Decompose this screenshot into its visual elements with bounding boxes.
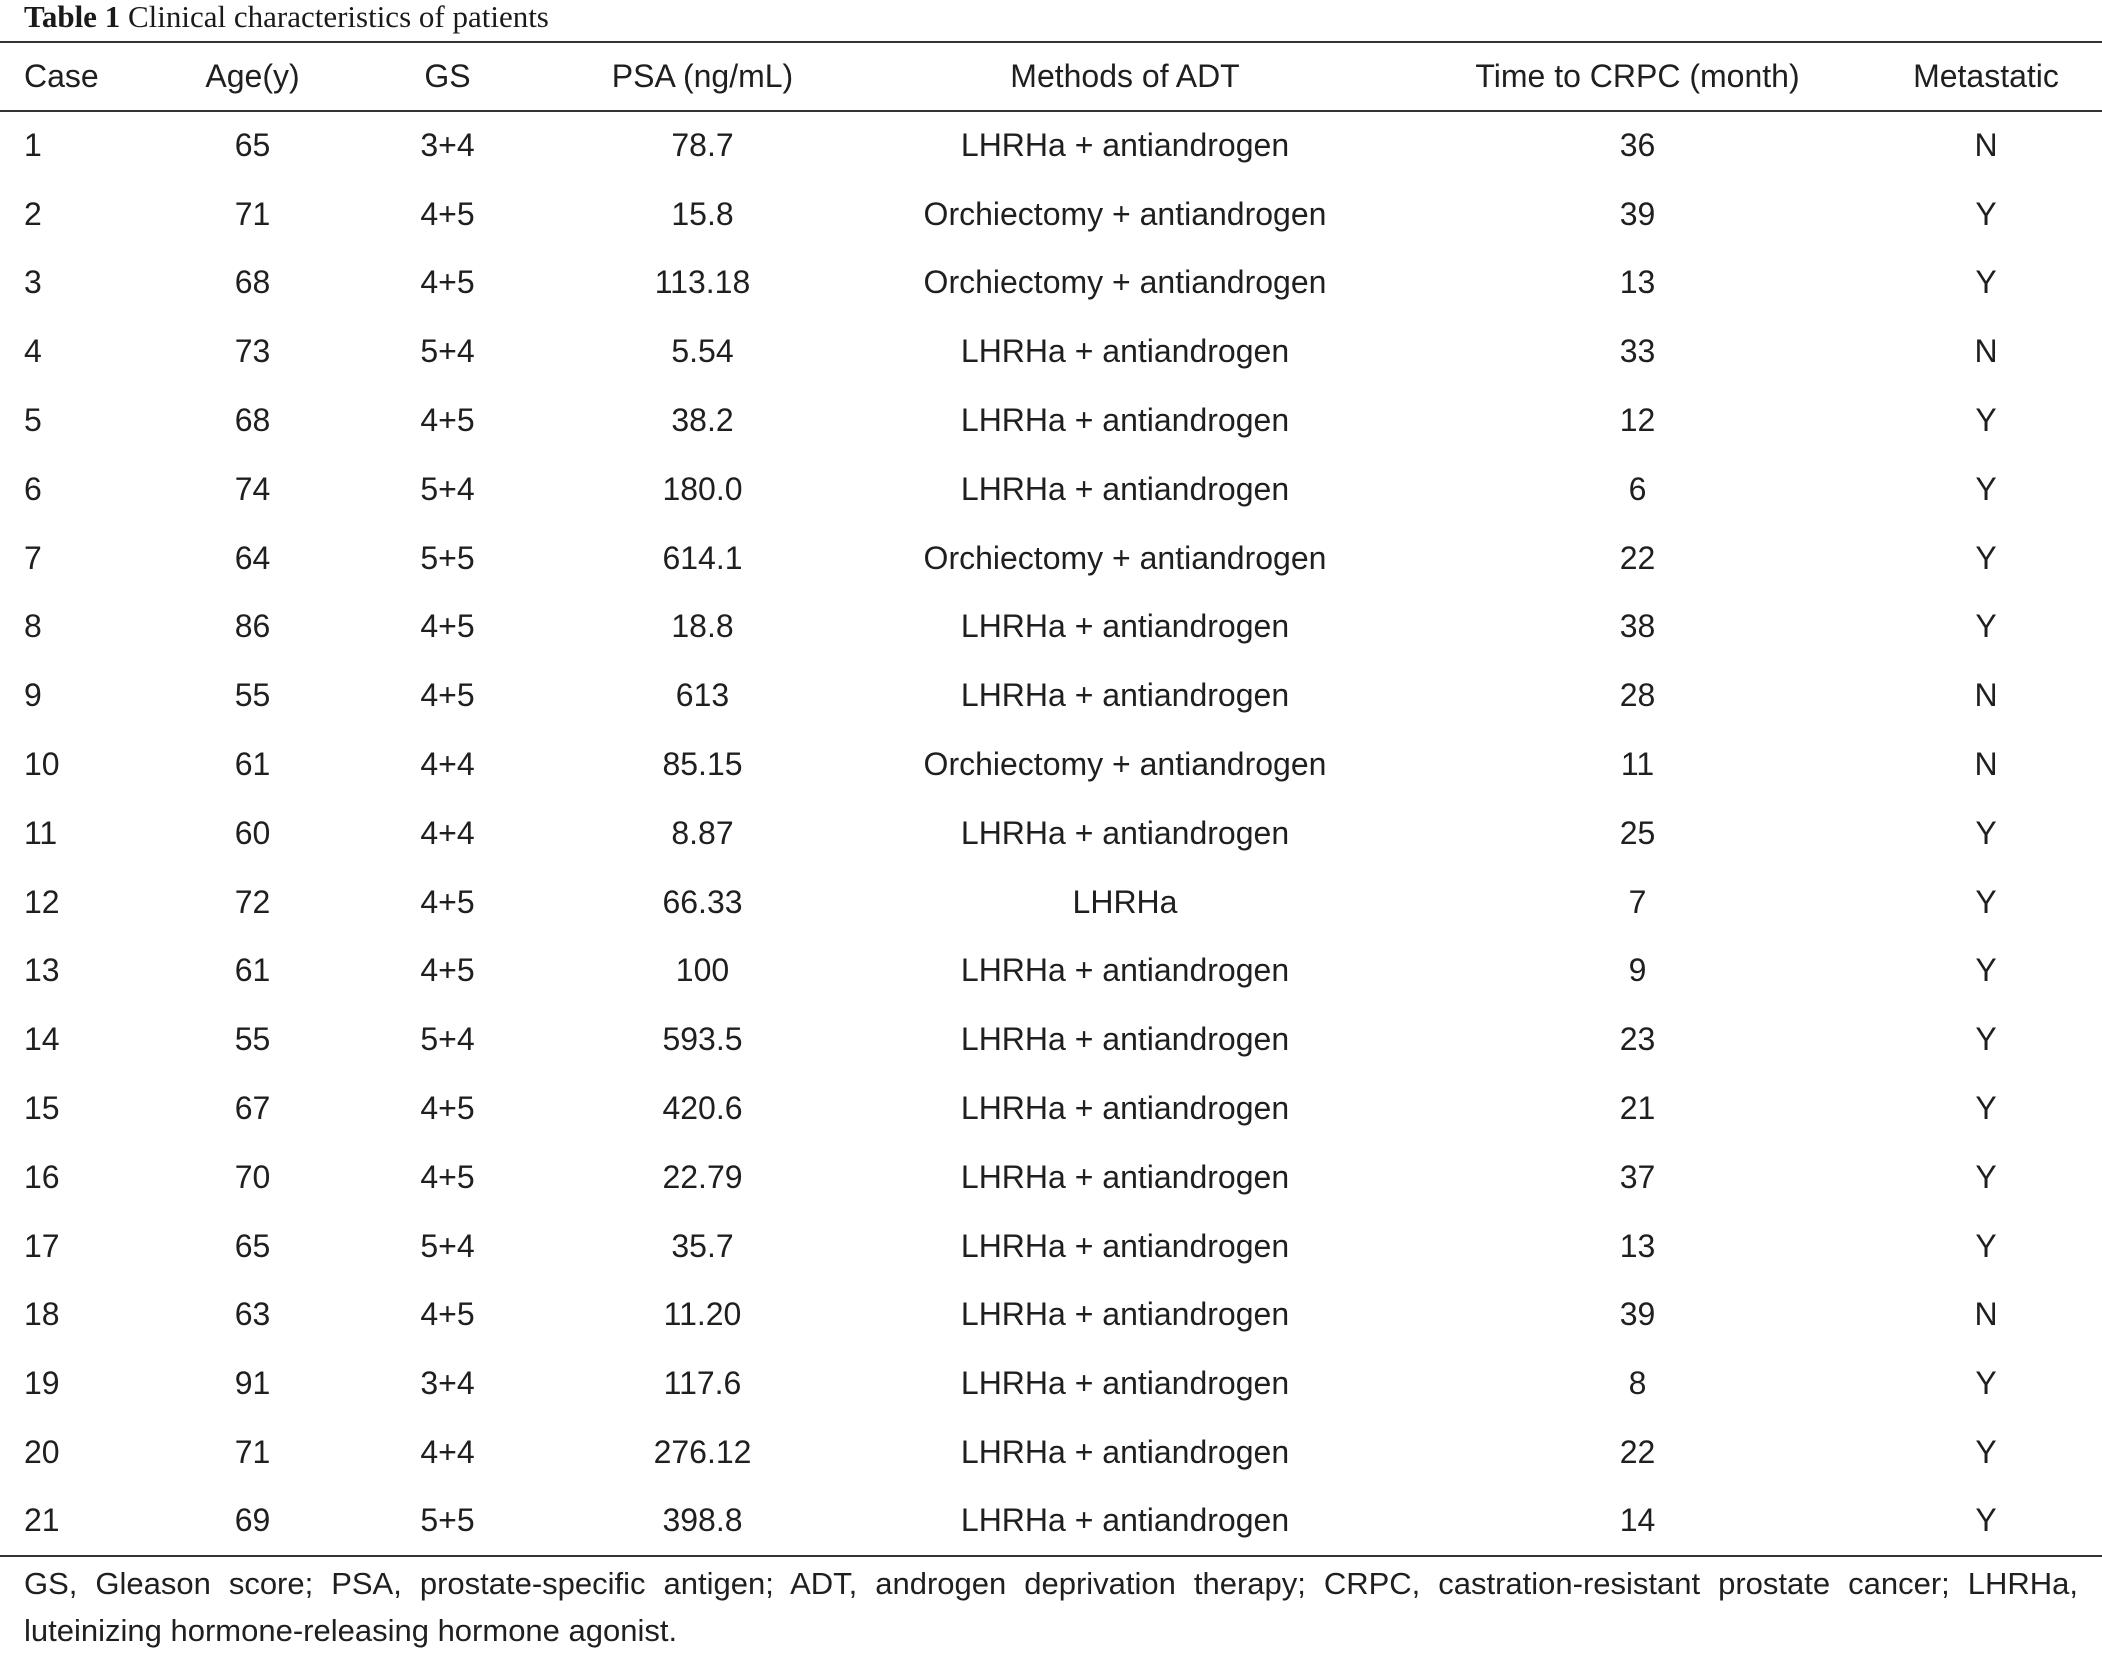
cell-gs: 4+4 (420, 746, 475, 783)
cell-age: 73 (234, 333, 271, 370)
table-row (0, 593, 2102, 662)
table-body (0, 111, 2102, 1556)
cell-time-to-crpc: 14 (1619, 1502, 1656, 1539)
cell-psa: 22.79 (662, 1158, 743, 1195)
table-row (0, 1212, 2102, 1281)
cell-gs: 4+5 (420, 677, 475, 714)
cell-time-to-crpc: 7 (1628, 883, 1647, 920)
cell-metastatic: N (1974, 677, 1998, 714)
cell-metastatic: N (1974, 1296, 1998, 1333)
cell-psa: 593.5 (662, 1021, 743, 1058)
cell-adt-method: LHRHa + antiandrogen (960, 814, 1290, 851)
cell-age: 55 (234, 677, 271, 714)
cell-adt-method: Orchiectomy + antiandrogen (923, 539, 1327, 576)
cell-case: 10 (24, 746, 60, 783)
table-row (0, 111, 2102, 180)
table-footnote: GS, Gleason score; PSA, prostate-specific antigen; ADT, androgen deprivation therapy; CRPC, castration-resistant prostate cancer; LHRHa, luteinizing hormone-releasing hormone agonist. (24, 1566, 2078, 1648)
column-header-gs: GS (424, 58, 471, 94)
cell-psa: 100 (675, 952, 730, 989)
cell-adt-method: Orchiectomy + antiandrogen (923, 195, 1327, 232)
cell-metastatic: Y (1975, 608, 1997, 645)
cell-gs: 4+5 (420, 264, 475, 301)
cell-case: 5 (24, 402, 42, 439)
cell-adt-method: LHRHa + antiandrogen (960, 1296, 1290, 1333)
cell-time-to-crpc: 12 (1619, 402, 1656, 439)
cell-metastatic: Y (1975, 264, 1997, 301)
cell-time-to-crpc: 21 (1619, 1090, 1656, 1127)
cell-time-to-crpc: 23 (1619, 1021, 1656, 1058)
cell-time-to-crpc: 9 (1628, 952, 1647, 989)
cell-time-to-crpc: 36 (1619, 127, 1656, 164)
cell-gs: 4+4 (420, 814, 475, 851)
cell-gs: 5+4 (420, 1227, 475, 1264)
cell-age: 65 (234, 127, 271, 164)
cell-metastatic: Y (1975, 1021, 1997, 1058)
cell-adt-method: LHRHa + antiandrogen (960, 1227, 1290, 1264)
cell-gs: 4+5 (420, 952, 475, 989)
cell-case: 7 (24, 539, 42, 576)
cell-metastatic: Y (1975, 1365, 1997, 1402)
cell-age: 61 (234, 746, 271, 783)
cell-gs: 5+5 (420, 539, 475, 576)
cell-adt-method: LHRHa + antiandrogen (960, 1158, 1290, 1195)
cell-time-to-crpc: 11 (1620, 746, 1655, 783)
cell-age: 86 (234, 608, 271, 645)
cell-metastatic: N (1974, 746, 1998, 783)
cell-metastatic: Y (1975, 1227, 1997, 1264)
cell-metastatic: N (1974, 333, 1998, 370)
cell-age: 63 (234, 1296, 271, 1333)
cell-age: 74 (234, 470, 271, 507)
cell-gs: 4+5 (420, 883, 475, 920)
table-row (0, 1487, 2102, 1556)
cell-age: 91 (234, 1365, 271, 1402)
cell-metastatic: Y (1975, 1434, 1997, 1471)
cell-psa: 11.20 (663, 1296, 742, 1333)
table-row (0, 455, 2102, 524)
cell-psa: 8.87 (671, 814, 734, 851)
table-caption-text: Clinical characteristics of patients (127, 0, 549, 34)
cell-metastatic: N (1974, 127, 1998, 164)
cell-case: 20 (24, 1434, 60, 1471)
cell-case: 16 (24, 1158, 60, 1195)
cell-gs: 5+4 (420, 333, 475, 370)
table-row (0, 730, 2102, 799)
cell-time-to-crpc: 6 (1628, 470, 1647, 507)
cell-psa: 398.8 (662, 1502, 743, 1539)
cell-psa: 38.2 (671, 402, 734, 439)
cell-case: 4 (24, 333, 42, 370)
cell-gs: 5+5 (420, 1502, 475, 1539)
cell-psa: 78.7 (671, 127, 734, 164)
clinical-characteristics-table (0, 41, 2102, 1557)
column-header-age: Age(y) (205, 58, 300, 94)
cell-metastatic: Y (1975, 883, 1997, 920)
cell-metastatic: Y (1975, 539, 1997, 576)
cell-metastatic: Y (1975, 1090, 1997, 1127)
cell-case: 8 (24, 608, 42, 645)
cell-gs: 4+5 (420, 402, 475, 439)
cell-time-to-crpc: 8 (1628, 1365, 1647, 1402)
cell-adt-method: LHRHa + antiandrogen (960, 952, 1290, 989)
cell-psa: 5.54 (671, 333, 734, 370)
cell-age: 68 (234, 264, 271, 301)
cell-age: 65 (234, 1227, 271, 1264)
cell-gs: 5+4 (420, 1021, 475, 1058)
cell-case: 9 (24, 677, 42, 714)
table-row (0, 386, 2102, 455)
cell-gs: 3+4 (420, 1365, 475, 1402)
table-row (0, 1349, 2102, 1418)
cell-age: 69 (234, 1502, 271, 1539)
cell-case: 12 (24, 883, 60, 920)
cell-case: 3 (24, 264, 42, 301)
cell-metastatic: Y (1975, 1502, 1997, 1539)
cell-case: 1 (24, 127, 42, 164)
cell-age: 68 (234, 402, 271, 439)
table-row (0, 937, 2102, 1006)
cell-time-to-crpc: 13 (1619, 1227, 1656, 1264)
cell-psa: 613 (675, 677, 730, 714)
table-row (0, 1005, 2102, 1074)
cell-adt-method: LHRHa + antiandrogen (960, 608, 1290, 645)
column-header-adt-method: Methods of ADT (1010, 58, 1240, 94)
cell-adt-method: Orchiectomy + antiandrogen (923, 746, 1327, 783)
cell-case: 13 (24, 952, 60, 989)
table-header (0, 42, 2102, 111)
cell-psa: 117.6 (663, 1365, 742, 1402)
table-row (0, 317, 2102, 386)
cell-metastatic: Y (1975, 195, 1997, 232)
cell-psa: 420.6 (662, 1090, 743, 1127)
cell-adt-method: LHRHa + antiandrogen (960, 677, 1290, 714)
cell-metastatic: Y (1975, 952, 1997, 989)
cell-adt-method: Orchiectomy + antiandrogen (923, 264, 1327, 301)
cell-adt-method: LHRHa + antiandrogen (960, 1365, 1290, 1402)
table-row (0, 1281, 2102, 1350)
cell-case: 19 (24, 1365, 60, 1402)
cell-adt-method: LHRHa + antiandrogen (960, 333, 1290, 370)
cell-psa: 66.33 (662, 883, 743, 920)
cell-adt-method: LHRHa (1072, 883, 1178, 920)
cell-time-to-crpc: 13 (1619, 264, 1656, 301)
cell-case: 21 (24, 1502, 60, 1539)
column-header-case: Case (24, 58, 99, 94)
cell-psa: 276.12 (653, 1434, 752, 1471)
table-row (0, 1418, 2102, 1487)
table-container (0, 41, 2102, 1557)
cell-adt-method: LHRHa + antiandrogen (960, 1090, 1290, 1127)
cell-gs: 4+5 (420, 1296, 475, 1333)
table-caption (24, 0, 549, 40)
column-header-time-to-crpc: Time to CRPC (month) (1475, 58, 1800, 94)
cell-case: 17 (24, 1227, 60, 1264)
column-header-psa: PSA (ng/mL) (611, 58, 794, 94)
table-row (0, 1074, 2102, 1143)
cell-psa: 85.15 (662, 746, 743, 783)
cell-age: 71 (234, 1434, 271, 1471)
cell-metastatic: Y (1975, 470, 1997, 507)
cell-case: 11 (24, 814, 58, 851)
cell-psa: 614.1 (662, 539, 743, 576)
table-row (0, 661, 2102, 730)
cell-age: 70 (234, 1158, 271, 1195)
cell-metastatic: Y (1975, 814, 1997, 851)
cell-case: 2 (24, 195, 42, 232)
cell-gs: 4+4 (420, 1434, 475, 1471)
cell-age: 67 (234, 1090, 271, 1127)
cell-time-to-crpc: 33 (1619, 333, 1656, 370)
cell-psa: 15.8 (671, 195, 734, 232)
cell-time-to-crpc: 39 (1619, 1296, 1656, 1333)
cell-adt-method: LHRHa + antiandrogen (960, 1021, 1290, 1058)
cell-age: 60 (234, 814, 271, 851)
table-row (0, 868, 2102, 937)
cell-metastatic: Y (1975, 1158, 1997, 1195)
cell-age: 71 (234, 195, 271, 232)
cell-psa: 180.0 (662, 470, 743, 507)
cell-age: 55 (234, 1021, 271, 1058)
cell-gs: 4+5 (420, 608, 475, 645)
cell-adt-method: LHRHa + antiandrogen (960, 402, 1290, 439)
table-row (0, 249, 2102, 318)
cell-case: 14 (24, 1021, 60, 1058)
cell-age: 72 (234, 883, 271, 920)
cell-case: 18 (24, 1296, 60, 1333)
cell-psa: 18.8 (671, 608, 734, 645)
cell-time-to-crpc: 22 (1619, 1434, 1656, 1471)
table-row (0, 524, 2102, 593)
cell-time-to-crpc: 37 (1619, 1158, 1656, 1195)
table-row (0, 1143, 2102, 1212)
cell-case: 15 (24, 1090, 60, 1127)
table-caption-label: Table 1 (24, 0, 121, 34)
cell-time-to-crpc: 39 (1619, 195, 1656, 232)
cell-adt-method: LHRHa + antiandrogen (960, 1434, 1290, 1471)
cell-adt-method: LHRHa + antiandrogen (960, 1502, 1290, 1539)
cell-gs: 3+4 (420, 127, 475, 164)
table-row (0, 799, 2102, 868)
cell-age: 64 (234, 539, 271, 576)
cell-adt-method: LHRHa + antiandrogen (960, 470, 1290, 507)
cell-time-to-crpc: 28 (1619, 677, 1656, 714)
cell-time-to-crpc: 25 (1619, 814, 1656, 851)
cell-psa: 113.18 (654, 264, 751, 301)
cell-gs: 4+5 (420, 195, 475, 232)
cell-adt-method: LHRHa + antiandrogen (960, 127, 1290, 164)
cell-age: 61 (234, 952, 271, 989)
cell-time-to-crpc: 38 (1619, 608, 1656, 645)
cell-time-to-crpc: 22 (1619, 539, 1656, 576)
cell-case: 6 (24, 470, 42, 507)
cell-metastatic: Y (1975, 402, 1997, 439)
cell-gs: 5+4 (420, 470, 475, 507)
cell-gs: 4+5 (420, 1158, 475, 1195)
cell-psa: 35.7 (671, 1227, 734, 1264)
table-header-row (0, 42, 2102, 111)
cell-gs: 4+5 (420, 1090, 475, 1127)
table-row (0, 180, 2102, 249)
column-header-metastatic: Metastatic (1913, 58, 2059, 94)
